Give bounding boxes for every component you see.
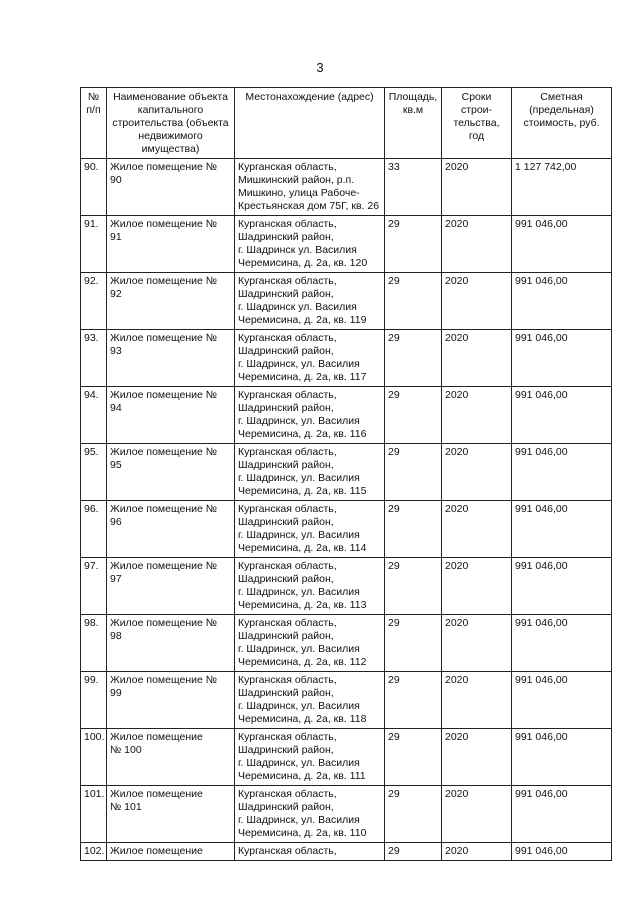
cell-construction-year: 2020 [442, 672, 512, 729]
cell-estimated-cost: 991 046,00 [512, 444, 612, 501]
cell-address: Курганская область, Мишкинский район, р.п. Мишкино, улица Рабоче- Крестьянская дом 75Г, кв. 26 [235, 159, 385, 216]
cell-address: Курганская область, Шадринский район, г. Шадринск, ул. Василия Черемисина, д. 2а, кв. 111 [235, 729, 385, 786]
cell-address: Курганская область, Шадринский район, г. Шадринск, ул. Василия Черемисина, д. 2а, кв. 118 [235, 672, 385, 729]
cell-area: 29 [385, 273, 442, 330]
cell-object-name: Жилое помещение № 100 [107, 729, 235, 786]
cell-row-number: 99. [81, 672, 107, 729]
table-row [81, 216, 612, 273]
cell-construction-year: 2020 [442, 558, 512, 615]
cell-area: 29 [385, 615, 442, 672]
cell-address: Курганская область, Шадринский район, г. Шадринск, ул. Василия Черемисина, д. 2а, кв. 113 [235, 558, 385, 615]
cell-object-name: Жилое помещение № 92 [107, 273, 235, 330]
cell-address: Курганская область, Шадринский район, г. Шадринск, ул. Василия Черемисина, д. 2а, кв. 115 [235, 444, 385, 501]
cell-estimated-cost: 991 046,00 [512, 330, 612, 387]
header-number: № п/п [81, 88, 107, 159]
cell-area: 29 [385, 387, 442, 444]
cell-construction-year: 2020 [442, 786, 512, 843]
table-row [81, 558, 612, 615]
cell-row-number: 98. [81, 615, 107, 672]
header-area: Площадь, кв.м [385, 88, 442, 159]
cell-construction-year: 2020 [442, 387, 512, 444]
header-object-name: Наименование объекта капитального строительства (объекта недвижимого имущества) [107, 88, 235, 159]
cell-estimated-cost: 991 046,00 [512, 558, 612, 615]
table-row [81, 615, 612, 672]
property-table [80, 87, 612, 861]
cell-object-name: Жилое помещение № 96 [107, 501, 235, 558]
cell-object-name: Жилое помещение № 99 [107, 672, 235, 729]
cell-address: Курганская область, Шадринский район, г. Шадринск, ул. Василия Черемисина, д. 2а, кв. 114 [235, 501, 385, 558]
cell-construction-year: 2020 [442, 615, 512, 672]
cell-row-number: 100. [81, 729, 107, 786]
cell-construction-year: 2020 [442, 159, 512, 216]
cell-estimated-cost: 991 046,00 [512, 729, 612, 786]
cell-row-number: 93. [81, 330, 107, 387]
cell-area: 29 [385, 729, 442, 786]
table-row [81, 501, 612, 558]
cell-object-name: Жилое помещение № 93 [107, 330, 235, 387]
cell-construction-year: 2020 [442, 216, 512, 273]
header-address: Местонахождение (адрес) [235, 88, 385, 159]
cell-estimated-cost: 991 046,00 [512, 273, 612, 330]
table-row [81, 273, 612, 330]
cell-row-number: 95. [81, 444, 107, 501]
page-number: 3 [316, 60, 324, 75]
cell-row-number: 102. [81, 843, 107, 861]
cell-estimated-cost: 991 046,00 [512, 216, 612, 273]
cell-area: 29 [385, 330, 442, 387]
cell-row-number: 91. [81, 216, 107, 273]
table-header-row [81, 88, 612, 159]
header-construction-term: Сроки строи- тельства, год [442, 88, 512, 159]
cell-area: 29 [385, 444, 442, 501]
cell-object-name: Жилое помещение № 94 [107, 387, 235, 444]
cell-row-number: 94. [81, 387, 107, 444]
table-row [81, 729, 612, 786]
cell-estimated-cost: 991 046,00 [512, 387, 612, 444]
cell-row-number: 92. [81, 273, 107, 330]
table-row [81, 786, 612, 843]
cell-address: Курганская область, Шадринский район, г. Шадринск, ул. Василия Черемисина, д. 2а, кв. 110 [235, 786, 385, 843]
cell-construction-year: 2020 [442, 501, 512, 558]
table-row [81, 672, 612, 729]
cell-address: Курганская область, Шадринский район, г. Шадринск, ул. Василия Черемисина, д. 2а, кв. 116 [235, 387, 385, 444]
cell-estimated-cost: 991 046,00 [512, 615, 612, 672]
cell-construction-year: 2020 [442, 729, 512, 786]
cell-row-number: 90. [81, 159, 107, 216]
cell-area: 29 [385, 786, 442, 843]
cell-construction-year: 2020 [442, 330, 512, 387]
table-row [81, 444, 612, 501]
cell-object-name: Жилое помещение № 90 [107, 159, 235, 216]
cell-construction-year: 2020 [442, 843, 512, 861]
cell-row-number: 101. [81, 786, 107, 843]
cell-row-number: 96. [81, 501, 107, 558]
table-row [81, 159, 612, 216]
cell-construction-year: 2020 [442, 273, 512, 330]
cell-row-number: 97. [81, 558, 107, 615]
cell-object-name: Жилое помещение № 95 [107, 444, 235, 501]
cell-object-name: Жилое помещение № 101 [107, 786, 235, 843]
cell-area: 29 [385, 843, 442, 861]
table-row [81, 387, 612, 444]
cell-object-name: Жилое помещение № 98 [107, 615, 235, 672]
cell-object-name: Жилое помещение [107, 843, 235, 861]
cell-estimated-cost: 991 046,00 [512, 501, 612, 558]
table-row [81, 843, 612, 861]
cell-estimated-cost: 991 046,00 [512, 786, 612, 843]
table-row [81, 330, 612, 387]
header-estimated-cost: Сметная (предельная) стоимость, руб. [512, 88, 612, 159]
cell-area: 33 [385, 159, 442, 216]
cell-area: 29 [385, 501, 442, 558]
cell-estimated-cost: 991 046,00 [512, 843, 612, 861]
cell-estimated-cost: 1 127 742,00 [512, 159, 612, 216]
cell-area: 29 [385, 558, 442, 615]
cell-area: 29 [385, 672, 442, 729]
cell-construction-year: 2020 [442, 444, 512, 501]
cell-address: Курганская область, [235, 843, 385, 861]
cell-object-name: Жилое помещение № 97 [107, 558, 235, 615]
cell-address: Курганская область, Шадринский район, г. Шадринск, ул. Василия Черемисина, д. 2а, кв. 112 [235, 615, 385, 672]
cell-address: Курганская область, Шадринский район, г. Шадринск, ул. Василия Черемисина, д. 2а, кв. 117 [235, 330, 385, 387]
cell-address: Курганская область, Шадринский район, г. Шадринск ул. Василия Черемисина, д. 2а, кв. 120 [235, 216, 385, 273]
cell-estimated-cost: 991 046,00 [512, 672, 612, 729]
cell-address: Курганская область, Шадринский район, г. Шадринск ул. Василия Черемисина, д. 2а, кв. 119 [235, 273, 385, 330]
cell-area: 29 [385, 216, 442, 273]
cell-object-name: Жилое помещение № 91 [107, 216, 235, 273]
